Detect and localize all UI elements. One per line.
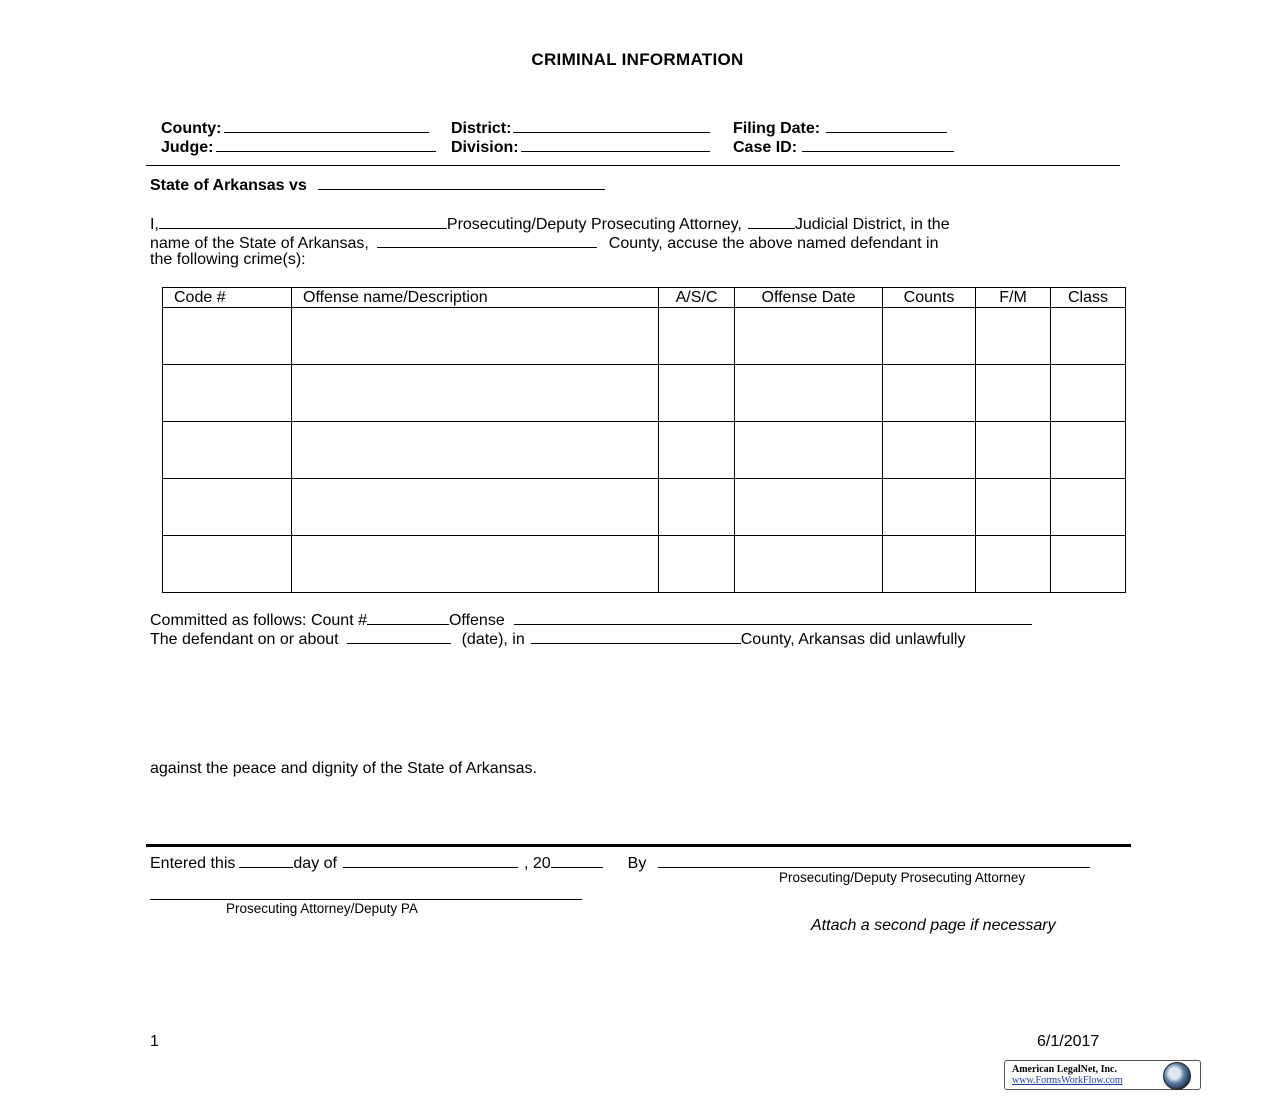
col-header-asc: A/S/C xyxy=(659,288,735,308)
header-divider xyxy=(146,165,1120,166)
against-peace-text: against the peace and dignity of the State of Arkansas. xyxy=(150,760,537,777)
judge-label: Judge: xyxy=(161,139,214,156)
table-cell[interactable] xyxy=(883,536,976,593)
filing-date-blank[interactable] xyxy=(826,117,947,133)
style-line[interactable] xyxy=(150,174,605,195)
col-header-fm: F/M xyxy=(976,288,1051,308)
table-cell[interactable] xyxy=(292,536,659,593)
table-cell[interactable] xyxy=(659,308,735,365)
table-cell[interactable] xyxy=(976,479,1051,536)
judge-blank[interactable] xyxy=(216,136,436,152)
offense-date-blank[interactable] xyxy=(347,628,451,644)
col-header-offense: Offense name/Description xyxy=(292,288,659,308)
year-prefix-label: , 20 xyxy=(523,855,551,872)
entered-day-blank[interactable] xyxy=(239,852,293,868)
offense-county-blank[interactable] xyxy=(531,628,741,644)
district-blank[interactable] xyxy=(513,117,710,133)
table-cell[interactable] xyxy=(883,308,976,365)
table-cell[interactable] xyxy=(659,479,735,536)
table-cell[interactable] xyxy=(1051,365,1126,422)
accusation-judicial-district: Judicial District, in the xyxy=(794,216,950,233)
count-number-blank[interactable] xyxy=(367,609,449,625)
logo-url-link[interactable]: www.FormsWorkFlow.com xyxy=(1012,1075,1123,1086)
revision-date: 6/1/2017 xyxy=(1037,1033,1100,1050)
table-cell[interactable] xyxy=(883,479,976,536)
table-cell[interactable] xyxy=(735,536,883,593)
table-cell[interactable] xyxy=(163,479,292,536)
accusation-attorney: Prosecuting/Deputy Prosecuting Attorney, xyxy=(446,216,742,233)
division-label: Division: xyxy=(451,139,519,156)
col-header-counts: Counts xyxy=(883,288,976,308)
entered-year-blank[interactable] xyxy=(551,852,603,868)
table-cell[interactable] xyxy=(735,422,883,479)
by-signature-blank[interactable] xyxy=(658,852,1090,868)
signature-divider xyxy=(146,844,1131,847)
table-cell[interactable] xyxy=(163,308,292,365)
table-cell[interactable] xyxy=(1051,308,1126,365)
committed-offense-label: Offense xyxy=(448,612,505,629)
table-row xyxy=(163,536,1126,593)
col-header-offense-date: Offense Date xyxy=(735,288,883,308)
entered-month-blank[interactable] xyxy=(343,852,518,868)
table-cell[interactable] xyxy=(292,365,659,422)
table-cell[interactable] xyxy=(292,308,659,365)
col-header-class: Class xyxy=(1051,288,1126,308)
table-row xyxy=(163,365,1126,422)
committed-label: Committed as follows: Count # xyxy=(150,612,367,629)
table-row xyxy=(163,422,1126,479)
table-cell[interactable] xyxy=(163,422,292,479)
style-label: State of Arkansas vs xyxy=(150,177,307,194)
offense-blank[interactable] xyxy=(514,609,1032,625)
case-id-field[interactable] xyxy=(733,136,954,157)
offense-table xyxy=(162,287,1126,593)
division-blank[interactable] xyxy=(521,136,710,152)
division-field[interactable] xyxy=(451,136,710,157)
page-title: CRIMINAL INFORMATION xyxy=(531,50,744,69)
table-cell[interactable] xyxy=(976,422,1051,479)
table-cell[interactable] xyxy=(735,479,883,536)
table-cell[interactable] xyxy=(659,536,735,593)
table-cell[interactable] xyxy=(883,365,976,422)
table-cell[interactable] xyxy=(659,422,735,479)
county-field[interactable] xyxy=(161,117,429,138)
case-id-label: Case ID: xyxy=(733,139,798,156)
table-cell[interactable] xyxy=(735,308,883,365)
day-of-label: day of xyxy=(293,855,337,872)
table-cell[interactable] xyxy=(1051,536,1126,593)
accusation-name-of-state: name of the State of Arkansas, xyxy=(150,235,369,252)
page-number: 1 xyxy=(150,1033,159,1050)
filing-date-field[interactable] xyxy=(733,117,947,138)
table-row xyxy=(163,308,1126,365)
table-cell[interactable] xyxy=(163,365,292,422)
pa-signature-line[interactable] xyxy=(150,899,582,900)
table-cell[interactable] xyxy=(292,479,659,536)
district-field[interactable] xyxy=(451,117,710,138)
table-cell[interactable] xyxy=(1051,479,1126,536)
on-or-about-label: The defendant on or about xyxy=(150,631,339,648)
accusation-line-3: the following crime(s): xyxy=(150,251,306,268)
county-unlawfully-label: County, Arkansas did unlawfully xyxy=(740,631,966,648)
offense-table-header xyxy=(163,288,1126,308)
judge-field[interactable] xyxy=(161,136,436,157)
date-in-label: (date), in xyxy=(461,631,525,648)
table-cell[interactable] xyxy=(976,365,1051,422)
accusation-line-1 xyxy=(150,213,950,234)
table-row xyxy=(163,479,1126,536)
table-cell[interactable] xyxy=(163,536,292,593)
american-legalnet-logo[interactable] xyxy=(1004,1060,1201,1090)
by-caption: Prosecuting/Deputy Prosecuting Attorney xyxy=(779,870,1026,885)
table-cell[interactable] xyxy=(735,365,883,422)
table-cell[interactable] xyxy=(1051,422,1126,479)
accusation-county-blank[interactable] xyxy=(377,232,597,248)
table-cell[interactable] xyxy=(659,365,735,422)
county-label: County: xyxy=(161,120,222,137)
accusation-county-accuse: County, accuse the above named defendant in xyxy=(608,235,939,252)
county-blank[interactable] xyxy=(224,117,429,133)
case-id-blank[interactable] xyxy=(802,136,954,152)
by-label: By xyxy=(627,855,647,872)
col-header-code: Code # xyxy=(163,288,292,308)
accusation-i: I, xyxy=(150,216,159,233)
committed-line-2 xyxy=(150,628,965,649)
filing-date-label: Filing Date: xyxy=(733,120,821,137)
table-cell[interactable] xyxy=(976,536,1051,593)
table-cell[interactable] xyxy=(292,422,659,479)
committed-line-1 xyxy=(150,609,1032,630)
district-label: District: xyxy=(451,120,512,137)
attach-note: Attach a second page if necessary xyxy=(811,917,1056,934)
pa-caption: Prosecuting Attorney/Deputy PA xyxy=(226,901,418,916)
judicial-district-blank[interactable] xyxy=(748,213,795,229)
table-cell[interactable] xyxy=(976,308,1051,365)
entered-this-label: Entered this xyxy=(150,855,236,872)
defendant-name-blank[interactable] xyxy=(318,174,605,190)
globe-icon xyxy=(1163,1062,1191,1090)
table-cell[interactable] xyxy=(883,422,976,479)
attorney-name-blank[interactable] xyxy=(159,213,447,229)
logo-company-name: American LegalNet, Inc. xyxy=(1012,1064,1117,1075)
